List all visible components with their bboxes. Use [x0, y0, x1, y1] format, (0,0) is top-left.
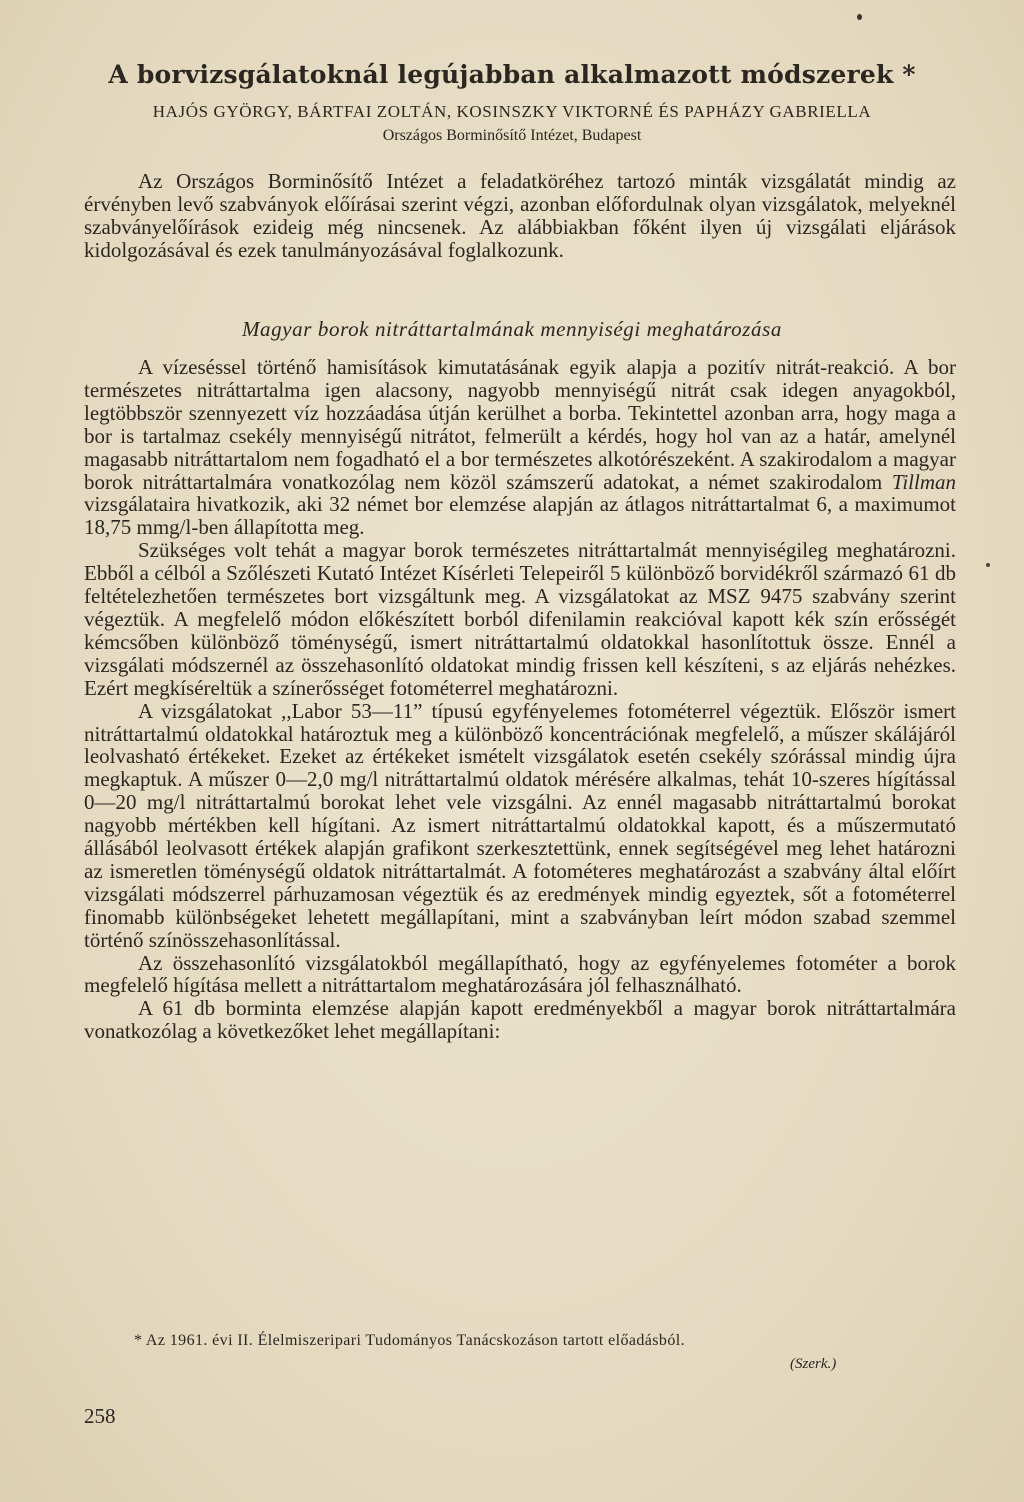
paragraph-1 — [84, 356, 956, 539]
page-number: 258 — [84, 1404, 116, 1428]
paragraph-2: Szükséges volt tehát a magyar borok természetes nitráttartalmát mennyiségileg meghatározni. Ebből a célból a Szőlészeti Kutató Intézet Kísérleti Telepeiről 5 különböző borvidékről származó 61 db feltételezhetően természetes bort vizsgáltunk meg. A vizsgálatokat az MSZ 9475 szabvány szerint végeztük. A megfelelő módon előkészített borból difenilamin reakcióval kapott kék szín erősségét kémcsőben különböző töménységű, ismert nitráttartalmú oldatokkal hasonlítottuk össze. Ennél a vizsgálati módszernél az összehasonlító oldatokat mindig frissen kell készíteni, s az eljárás nehézkes. Ezért megkíséreltük a színerősséget fotométerrel meghatározni. — [84, 538, 956, 700]
section-heading: Magyar borok nitráttartalmának mennyiségi meghatározása — [241, 317, 783, 341]
paragraph-4: Az összehasonlító vizsgálatokból megállapítható, hogy az egyfényelemes fotométer a borok megfelelő hígítása mellett a nitráttartalom meghatározására jól felhasználható. — [84, 950, 956, 998]
intro-block — [84, 170, 956, 262]
footnote-signature: (Szerk.) — [790, 1356, 837, 1372]
footnote: * Az 1961. évi II. Élelmiszeripari Tudományos Tanácskozáson tartott előadásból. — [134, 1332, 685, 1349]
paragraph-3: A vizsgálatokat ,,Labor 53—11” típusú egyfényelemes fotométerrel végeztük. Először ismert nitráttartalmú oldatokkal határoztuk meg a különböző koncentrációnak megfelelő, a műszer skálájáról leolvasható értékeket. Ezeket az értékeket ismételt vizsgálatok esetén csekély szórással mindig újra megkaptuk. A műszer 0—2,0 mg/l nitráttartalmú oldatok mérésére alkalmas, tehát 10-szeres hígítással 0—20 mg/l nitráttartalmú borokat lehet vele vizsgálni. Az ennél magasabb nitráttartalmú borokat nagyobb mértékben kell hígítani. Az ismert nitráttartalmú oldatokkal kapott, és a műszermutató állásából leolvasott értékek alapján grafikont szerkesztettünk, ennek segítségével meg lehet határozni az ismeretlen töménységű oldatok nitráttartalmát. A fotométeres meghatározást a szabvány által előírt vizsgálati módszerrel párhuzamosan végeztük és az eredmények mindig egyeztek, sőt a fotométerrel finomabb különbségeket lehetett megállapítani, mint a szabványban leírt módon szabad szemmel történő színösszehasonlítással. — [84, 698, 956, 952]
ink-speck — [857, 14, 862, 20]
paragraph-1-text: A vízeséssel történő hamisítások kimutatásának egyik alapja a pozitív nitrát-reakció. A bor természetes nitráttartalma igen alacsony, nagyobb mennyiségű nitrát csak idegen anyagokból, legtöbbször szennyezett víz hozzáadása útján kerülhet a borba. Tekintettel azonban arra, hogy maga a bor is tartalmaz csekély mennyiségű nitrátot, felmerült a kérdés, hogy hol van az a határ, amelynél magasabb nitráttartalom nem fogadható el a bor természetes alkotórészeként. A szakirodalom a magyar borok nitráttartalmára vonatkozólag nem közöl számszerű adatokat, a német szakirodalom — [84, 355, 956, 494]
article-title: A borvizsgálatoknál legújabban alkalmazott módszerek * — [108, 60, 916, 89]
main-text — [84, 356, 956, 1043]
paragraph-5: A 61 db borminta elemzése alapján kapott eredményekből a magyar borok nitráttartalmára vonatkozólag a következőket lehet megállapítani: — [84, 996, 956, 1044]
ink-speck — [986, 563, 990, 567]
article-authors: HAJÓS GYÖRGY, BÁRTFAI ZOLTÁN, KOSINSZKY VIKTORNÉ ÉS PAPHÁZY GABRIELLA — [152, 102, 872, 121]
cited-author-name: Tillman — [891, 469, 957, 494]
paragraph-1-text-cont: vizsgálataira hivatkozik, aki 32 német bor elemzése alapján az átlagos nitráttartalmat 6, a maximumot 18,75 mmg/l-ben állapította meg. — [84, 492, 956, 540]
intro-paragraph: Az Országos Borminősítő Intézet a feladatköréhez tartozó minták vizsgálatát mindig az érvényben levő szabványok előírásai szerint végzi, azonban előfordulnak olyan vizsgálatok, melyeknél szabványelőírások ezideig még nincsenek. Az alábbiakban főként ilyen új vizsgálati eljárások kidolgozásával és ezek tanulmányozásával foglalkozunk. — [84, 169, 956, 262]
article-affiliation: Országos Borminősítő Intézet, Budapest — [382, 127, 642, 144]
